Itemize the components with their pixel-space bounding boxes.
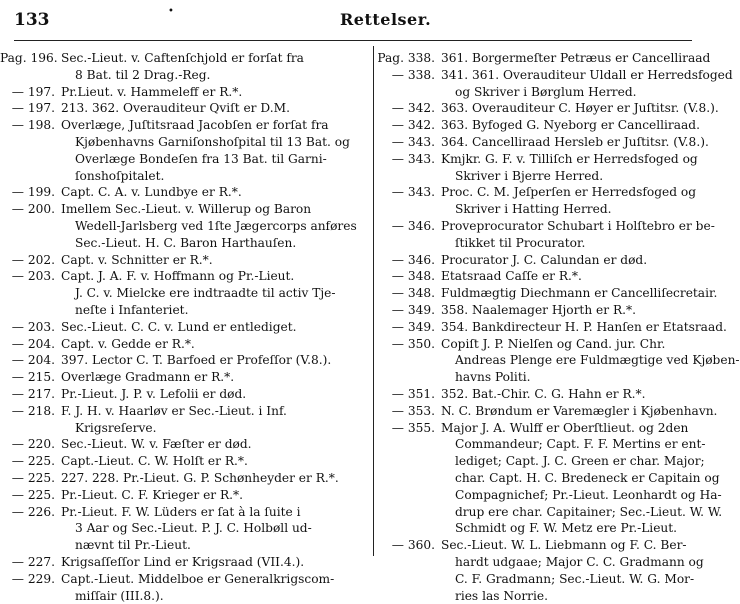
text-line: Overlæge Bondeſen fra 13 Bat. til Garni- [61,151,366,168]
page-reference: — 203. [0,319,58,336]
correction-entry [0,319,366,336]
correction-entry [0,487,366,504]
text-line: Kjøbenhavns Garniſonshoſpital til 13 Bat. og [61,134,366,151]
text-line: Overlæge Gradmann er R.*. [61,369,366,386]
text-line: Capt. C. A. v. Lundbye er R.*. [61,184,366,201]
correction-text [58,386,366,403]
correction-entry [376,268,706,285]
page-reference: — 343. [376,134,438,151]
correction-text [438,420,722,538]
correction-text [58,369,366,386]
text-line: lediget; Capt. J. C. Green er char. Major; [441,453,722,470]
page-reference: — 204. [0,352,58,369]
correction-text [58,504,366,554]
correction-entry [376,252,706,269]
correction-entry [0,50,366,84]
page-reference: — 338. [376,67,438,101]
text-line: Capt. J. A. F. v. Hoffmann og Pr.-Lieut. [61,268,366,285]
text-line: miſſair (III.8.). [61,588,366,604]
correction-text [58,201,366,251]
correction-entry [0,201,366,251]
text-line: og Skriver i Børglum Herred. [441,84,733,101]
page-reference: — 360. [376,537,438,604]
text-line: Sec.-Lieut. W. v. Fæſter er død. [61,436,366,453]
correction-entry [376,67,706,101]
correction-text [58,319,366,336]
page-reference: — 199. [0,184,58,201]
correction-entry [376,420,706,538]
page-header [0,8,692,34]
page-reference: — 346. [376,252,438,269]
text-line: 227. 228. Pr.-Lieut. G. P. Schønheyder er R.*. [61,470,366,487]
text-line: Wedell-Jarlsberg ved 1ſte Jægercorps anføres [61,218,366,235]
text-line: J. C. v. Mielcke ere indtraadte til activ Tje- [61,285,366,302]
text-line: hardt udgaae; Major C. C. Gradmann og [441,554,706,571]
text-line: Pr.-Lieut. C. F. Krieger er R.*. [61,487,366,504]
correction-text [58,436,366,453]
correction-entry [376,151,706,185]
correction-text [58,84,366,101]
correction-text [438,151,706,185]
correction-text [438,537,706,604]
correction-text [438,336,740,386]
page-reference: — 342. [376,117,438,134]
correction-text [438,184,706,218]
text-line: 363. Byfoged G. Nyeborg er Cancelliraad. [441,117,706,134]
header-rule [14,40,692,41]
correction-entry [376,319,706,336]
text-line: Skriver i Bjerre Herred. [441,168,706,185]
correction-entry [0,352,366,369]
right-column [376,50,706,604]
correction-text [438,67,733,101]
text-line: Capt.-Lieut. Middelboe er Generalkrigscom- [61,571,366,588]
text-line: neſte i Infanteriet. [61,302,366,319]
page-reference: — 220. [0,436,58,453]
page-reference: — 355. [376,420,438,538]
page-reference: — 226. [0,504,58,554]
page-reference: — 197. [0,84,58,101]
text-line: 358. Naalemager Hjorth er R.*. [441,302,706,319]
text-line: Andreas Plenge ere Fuldmægtige ved Kjøben- [441,352,740,369]
page-title: Rettelser. [340,10,431,29]
page-reference: — 202. [0,252,58,269]
correction-entry [0,268,366,318]
page-reference: — 225. [0,470,58,487]
text-line: 3 Aar og Sec.-Lieut. P. J. C. Holbøll ud- [61,520,366,537]
text-line: 361. Borgermeſter Petræus er Cancelliraad [441,50,710,67]
page-reference: — 200. [0,201,58,251]
text-line: Major J. A. Wulff er Oberſtlieut. og 2den [441,420,722,437]
correction-text [438,252,706,269]
page-reference: — 203. [0,268,58,318]
page-reference: — 351. [376,386,438,403]
page-reference: — 353. [376,403,438,420]
correction-text [438,218,715,252]
correction-text [58,487,366,504]
page-reference: — 349. [376,319,438,336]
correction-text [438,302,706,319]
page-reference: — 343. [376,184,438,218]
correction-entry [0,100,366,117]
left-column [0,50,366,604]
correction-text [58,268,366,318]
text-line: Krigsaſſeſſor Lind er Krigsraad (VII.4.). [61,554,366,571]
page-reference: — 229. [0,571,58,604]
text-line: ries las Norrie. [441,588,706,604]
text-line: C. F. Gradmann; Sec.-Lieut. W. G. Mor- [441,571,706,588]
text-line: 354. Bankdirecteur H. P. Hanſen er Etatsraad. [441,319,727,336]
text-line: char. Capt. H. C. Bredeneck er Capitain og [441,470,722,487]
page-reference: — 342. [376,100,438,117]
page-reference: — 215. [0,369,58,386]
page-number: 133 [14,10,50,30]
text-line: nævnt til Pr.-Lieut. [61,537,366,554]
correction-entry [0,184,366,201]
page-reference: Pag. 338. [376,50,438,67]
column-divider [373,46,374,556]
correction-text [438,50,710,67]
text-line: 363. Overauditeur C. Høyer er Juſtitsr. (V.8.). [441,100,719,117]
correction-entry [0,504,366,554]
correction-text [438,268,706,285]
text-line: 352. Bat.-Chir. C. G. Hahn er R.*. [441,386,706,403]
correction-entry [376,117,706,134]
text-line: 213. 362. Overauditeur Qviſt er D.M. [61,100,366,117]
text-line: Procurator J. C. Calundan er død. [441,252,706,269]
text-line: Skriver i Hatting Herred. [441,201,706,218]
page-reference: — 348. [376,285,438,302]
correction-text [438,319,727,336]
text-line: ſtikket til Procurator. [441,235,715,252]
correction-entry [376,302,706,319]
text-line: Proveprocurator Schubart i Holſtebro er be- [441,218,715,235]
text-line: ſonshoſpitalet. [61,168,366,185]
text-line: 397. Lector C. T. Barfoed er Profeſſor (V.8.). [61,352,366,369]
text-line: Compagnichef; Pr.-Lieut. Leonhardt og Ha- [441,487,722,504]
correction-entry [376,100,706,117]
correction-entry [376,403,706,420]
text-line: Sec.-Lieut. H. C. Baron Harthauſen. [61,235,366,252]
page-reference: — 217. [0,386,58,403]
correction-entry [0,336,366,353]
text-line: Proc. C. M. Jeſperſen er Herredsfoged og [441,184,706,201]
page-reference: — 227. [0,554,58,571]
correction-entry [0,571,366,604]
correction-text [58,100,366,117]
text-line: 341. 361. Overauditeur Uldall er Herredsfoged [441,67,733,84]
text-line: Overlæge, Juſtitsraad Jacobſen er forſat fra [61,117,366,134]
text-line: Copiſt J. P. Nielſen og Cand. jur. Chr. [441,336,740,353]
correction-text [58,50,366,84]
text-line: Capt. v. Gedde er R.*. [61,336,366,353]
correction-entry [0,386,366,403]
text-line: N. C. Brøndum er Varemægler i Kjøbenhavn. [441,403,717,420]
correction-entry [0,470,366,487]
text-line: Pr.-Lieut. F. W. Lüders er ſat à la ſuite i [61,504,366,521]
text-line: Kmjkr. G. F. v. Tilliſch er Herredsfoged og [441,151,706,168]
correction-entry [376,386,706,403]
text-line: Pr.-Lieut. J. P. v. Lefolii er død. [61,386,366,403]
correction-text [438,117,706,134]
page-reference: — 350. [376,336,438,386]
correction-entry [376,218,706,252]
correction-entry [376,537,706,604]
page-reference: — 346. [376,218,438,252]
correction-entry [0,403,366,437]
text-line: Sec.-Lieut. W. L. Liebmann og F. C. Ber- [441,537,706,554]
text-line: Sec.-Lieut. C. C. v. Lund er entlediget. [61,319,366,336]
text-line: 364. Cancelliraad Hersleb er Juſtitsr. (V.8.). [441,134,709,151]
text-line: Imellem Sec.-Lieut. v. Willerup og Baron [61,201,366,218]
text-line: Capt. v. Schnitter er R.*. [61,252,366,269]
correction-text [58,352,366,369]
correction-text [438,403,717,420]
correction-text [58,252,366,269]
text-line: drup ere char. Capitainer; Sec.-Lieut. W. W. [441,504,722,521]
text-line: Sec.-Lieut. v. Caftenſchjold er forſat fra [61,50,366,67]
correction-entry [0,554,366,571]
text-line: Krigsreſerve. [61,420,366,437]
correction-text [438,386,706,403]
correction-entry [0,117,366,184]
page-reference: — 225. [0,487,58,504]
correction-text [438,285,717,302]
correction-text [438,100,719,117]
page-reference: — 198. [0,117,58,184]
correction-text [58,571,366,604]
page-reference: — 197. [0,100,58,117]
correction-entry [376,285,706,302]
text-line: Schmidt og F. W. Metz ere Pr.-Lieut. [441,520,722,537]
text-line: Pr.Lieut. v. Hammeleff er R.*. [61,84,366,101]
correction-entry [0,453,366,470]
page-reference: — 343. [376,151,438,185]
correction-entry [0,252,366,269]
text-line: Commandeur; Capt. F. F. Mertins er ent- [441,436,722,453]
text-line: F. J. H. v. Haarløv er Sec.-Lieut. i Inf. [61,403,366,420]
page-reference: — 225. [0,453,58,470]
page-reference: — 349. [376,302,438,319]
text-line: Capt.-Lieut. C. W. Holſt er R.*. [61,453,366,470]
correction-entry [376,50,706,67]
correction-entry [0,84,366,101]
page-reference: — 204. [0,336,58,353]
correction-entry [376,336,706,386]
correction-entry [376,184,706,218]
page-reference: Pag. 196. [0,50,58,84]
ink-mark: • [168,6,174,17]
page-reference: — 348. [376,268,438,285]
correction-text [58,403,366,437]
correction-text [438,134,709,151]
text-line: Fuldmægtig Diechmann er Cancelliſecretair. [441,285,717,302]
correction-entry [376,134,706,151]
correction-entry [0,436,366,453]
text-line: havns Politi. [441,369,740,386]
correction-text [58,453,366,470]
correction-text [58,184,366,201]
correction-text [58,117,366,184]
correction-text [58,554,366,571]
page-reference: — 218. [0,403,58,437]
correction-text [58,470,366,487]
correction-entry [0,369,366,386]
text-line: 8 Bat. til 2 Drag.-Reg. [61,67,366,84]
text-line: Etatsraad Caſſe er R.*. [441,268,706,285]
correction-text [58,336,366,353]
